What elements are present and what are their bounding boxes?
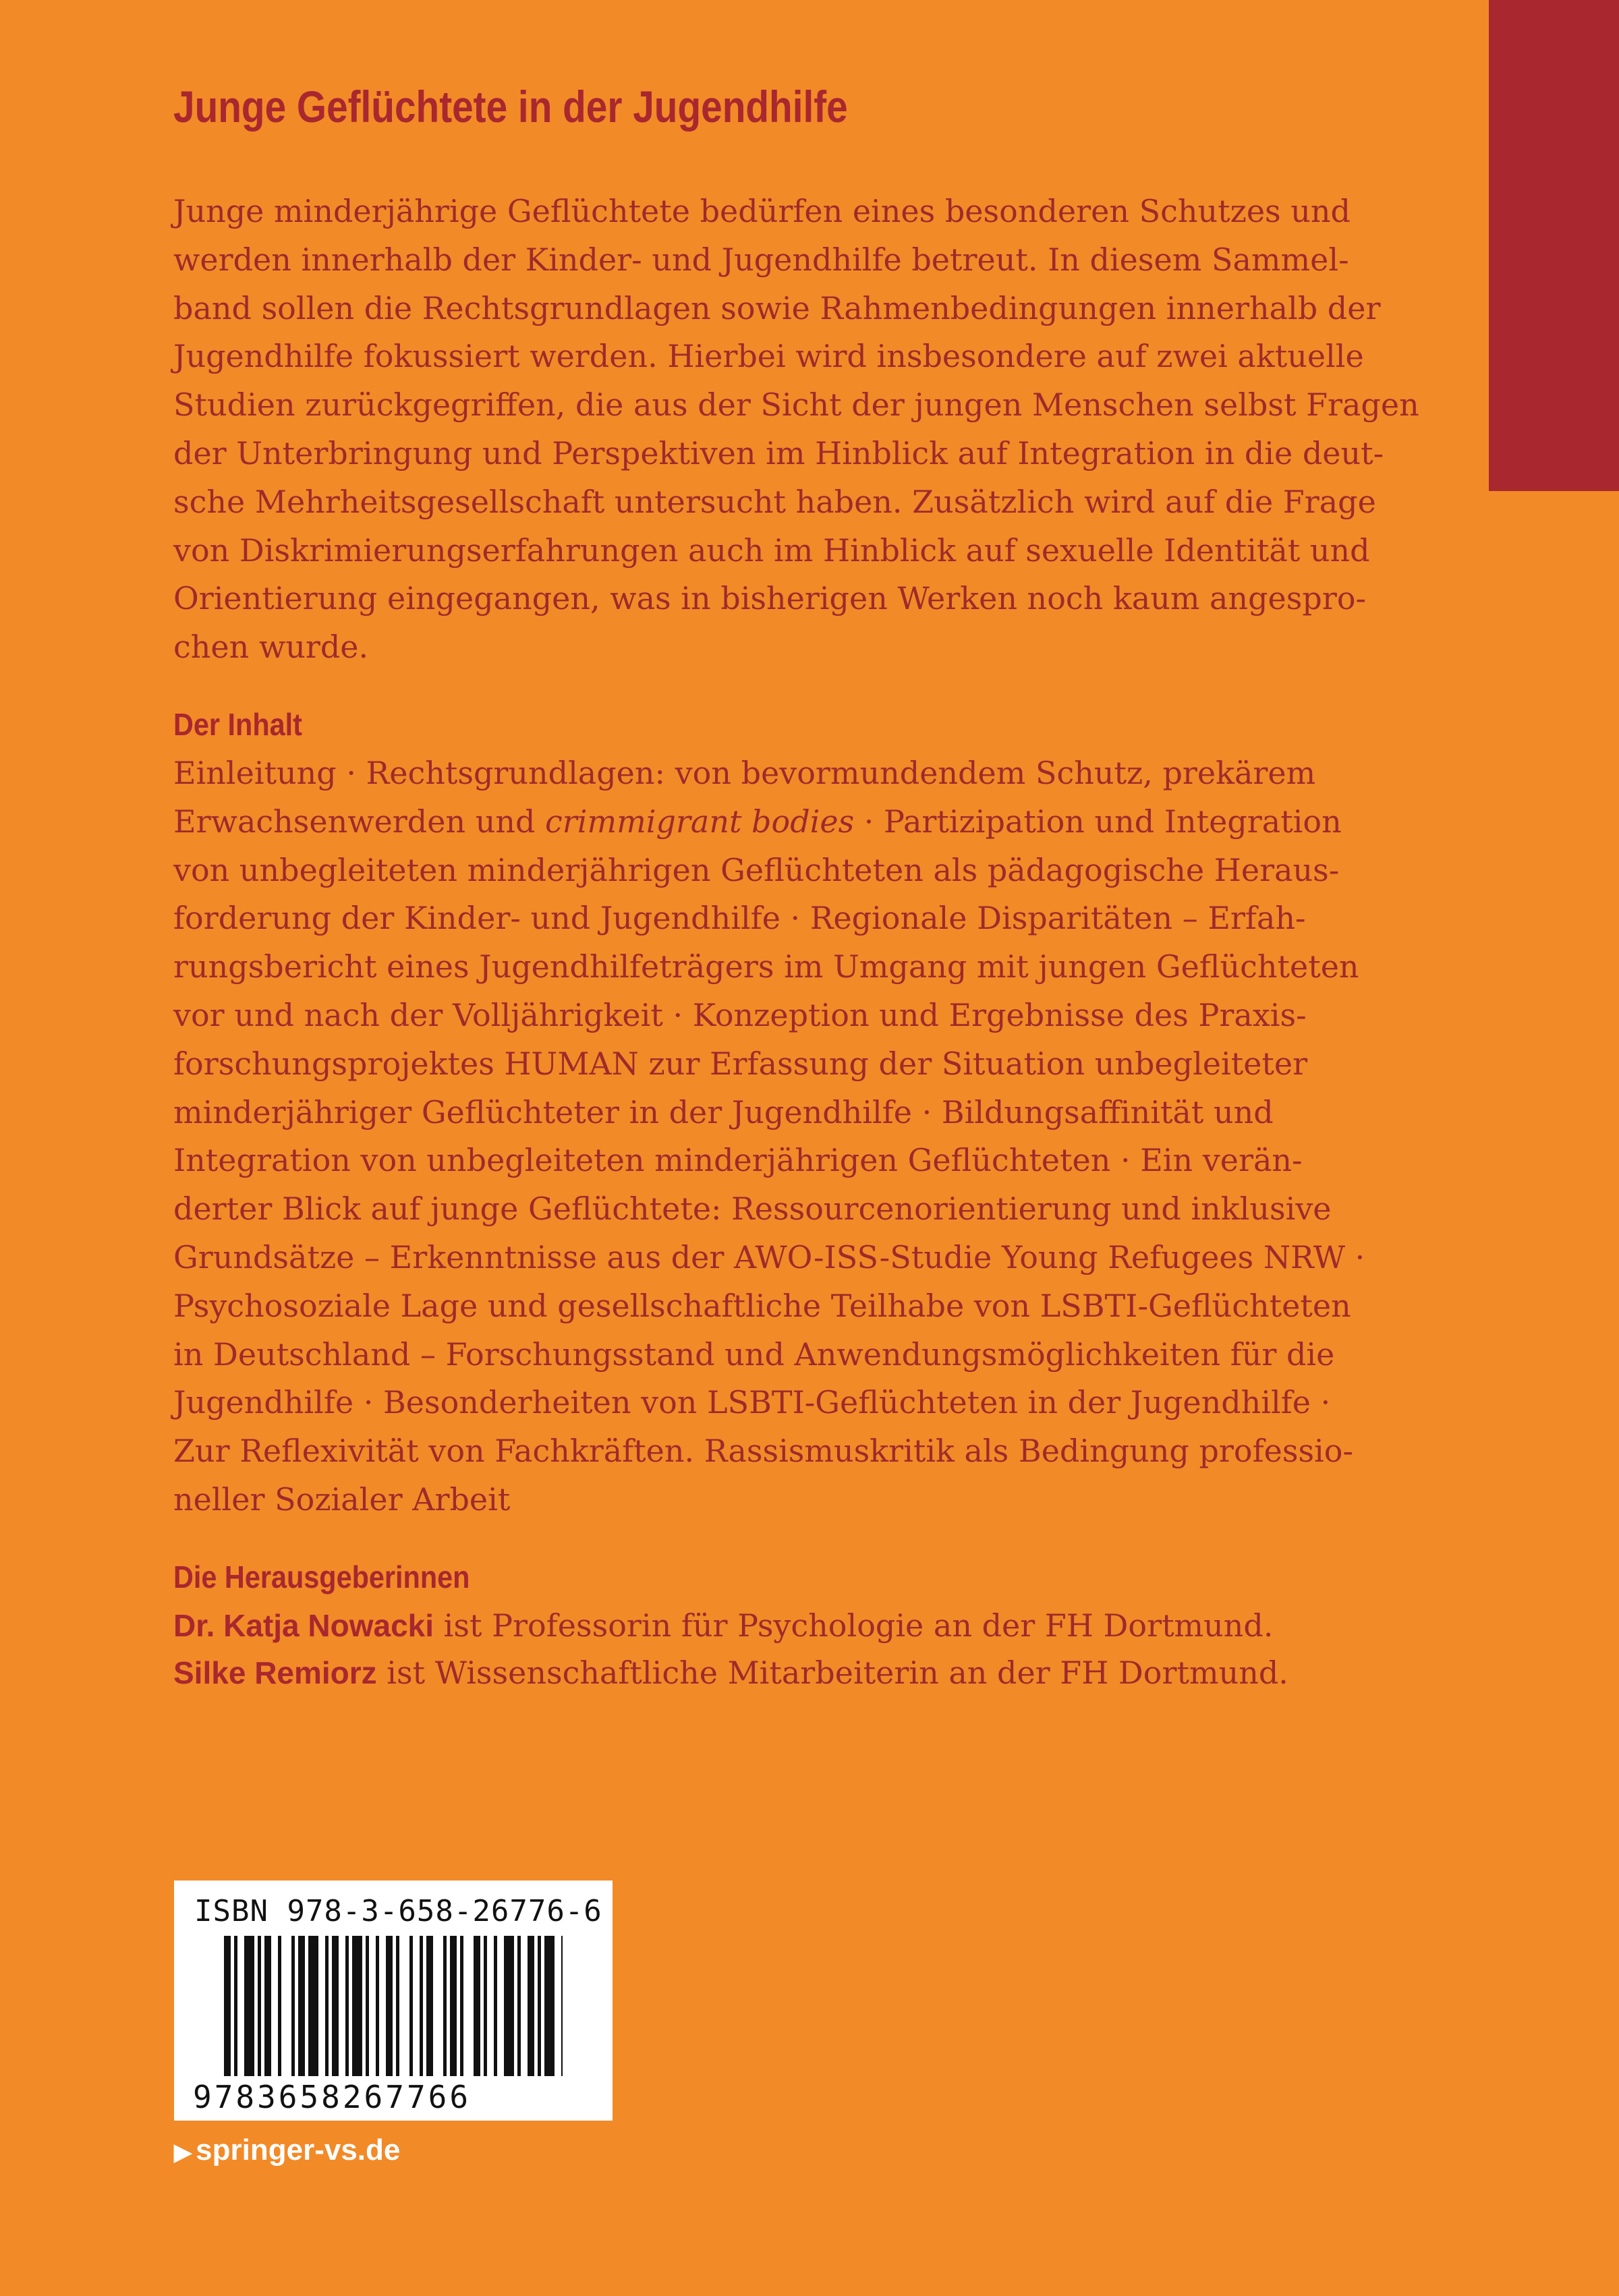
- barcode-bar: [234, 1936, 237, 2076]
- contents-line-suffix: · Partizipation und Integration: [854, 803, 1342, 840]
- barcode-bar: [484, 1936, 487, 2076]
- editor-name: Dr. Katja Nowacki: [173, 1608, 434, 1643]
- editor-name: Silke Remiorz: [173, 1655, 377, 1690]
- isbn-label: ISBN 978-3-658-26776-6: [194, 1894, 602, 1928]
- editor-bio: [173, 1649, 1288, 1696]
- barcode-bar: [474, 1936, 480, 2076]
- intro-line: Studien zurückgegriffen, die aus der Sicht der jungen Menschen selbst Fragen: [173, 386, 1419, 424]
- contents-line: forderung der Kinder- und Jugendhilfe · Regionale Disparitäten – Erfah-: [173, 900, 1306, 937]
- contents-line: [173, 798, 1374, 846]
- barcode-bar: [450, 1936, 457, 2076]
- barcode-bar: [366, 1936, 369, 2076]
- barcode-bar: [443, 1936, 447, 2076]
- barcode-bar: [528, 1936, 534, 2076]
- barcode-bar: [298, 1936, 305, 2076]
- contents-paragraph: [173, 749, 1374, 1524]
- contents-line: forschungsprojektes HUMAN zur Erfassung der Situation unbegleiteter: [173, 1045, 1308, 1082]
- intro-line: band sollen die Rechtsgrundlagen sowie Rahmenbedingungen innerhalb der: [173, 289, 1381, 326]
- accent-tab: [1489, 0, 1619, 491]
- barcode-bar: [308, 1936, 318, 2076]
- contents-line: neller Sozialer Arbeit: [173, 1481, 511, 1518]
- barcode-bar: [409, 1936, 413, 2076]
- contents-line: Integration von unbegleiteten minderjährigen Geflüchteten · Ein verän-: [173, 1142, 1303, 1179]
- barcode-bar: [460, 1936, 463, 2076]
- editor-bio: [173, 1602, 1274, 1649]
- contents-line: Psychosoziale Lage und gesellschaftliche Teilhabe von LSBTI-Geflüchteten: [173, 1287, 1351, 1324]
- barcode-bar: [426, 1936, 433, 2076]
- editor-description: ist Professorin für Psychologie an der FH Dortmund.: [434, 1607, 1274, 1644]
- barcode-bar: [244, 1936, 254, 2076]
- barcode-bar: [278, 1936, 281, 2076]
- barcode-bar: [264, 1936, 271, 2076]
- barcode-bar: [538, 1936, 541, 2076]
- contents-line: Zur Reflexivität von Fachkräften. Rassismuskritik als Bedingung professio-: [173, 1433, 1354, 1470]
- contents-line: in Deutschland – Forschungsstand und Anwendungsmöglichkeiten für die: [173, 1336, 1335, 1373]
- barcode-bar: [386, 1936, 393, 2076]
- barcode-bar: [352, 1936, 362, 2076]
- barcode-bar: [517, 1936, 521, 2076]
- contents-line: rungsbericht eines Jugendhilfeträgers im Umgang mit jungen Geflüchteten: [173, 948, 1359, 985]
- contents-line-prefix: Erwachsenwerden und: [173, 803, 546, 840]
- barcode-bar: [224, 1936, 231, 2076]
- barcode-bar: [332, 1936, 339, 2076]
- book-title: Junge Geflüchtete in der Jugendhilfe: [173, 82, 848, 132]
- intro-line: sche Mehrheitsgesellschaft untersucht haben. Zusätzlich wird auf die Frage: [173, 483, 1376, 520]
- barcode-digits: 9783658267766: [193, 2079, 472, 2115]
- editor-description: ist Wissenschaftliche Mitarbeiterin an der FH Dortmund.: [376, 1655, 1288, 1691]
- intro-line: Jugendhilfe fokussiert werden. Hierbei wird insbesondere auf zwei aktuelle: [173, 338, 1364, 375]
- publisher-url: springer-vs.de: [196, 2133, 401, 2166]
- intro-line: Orientierung eingegangen, was in bisherigen Werken noch kaum angespro-: [173, 580, 1367, 617]
- contents-heading: Der Inhalt: [173, 707, 302, 742]
- barcode-bar: [291, 1936, 295, 2076]
- intro-line: werden innerhalb der Kinder- und Jugendhilfe betreut. In diesem Sammel-: [173, 241, 1349, 278]
- intro-line: der Unterbringung und Perspektiven im Hinblick auf Integration in die deut-: [173, 434, 1384, 471]
- contents-line: von unbegleiteten minderjährigen Geflüchteten als pädagogische Heraus-: [173, 851, 1340, 888]
- contents-line: Grundsätze – Erkenntnisse aus der AWO-ISS-Studie Young Refugees NRW ·: [173, 1238, 1365, 1275]
- barcode-bar: [544, 1936, 555, 2076]
- contents-line: derter Blick auf junge Geflüchtete: Ressourcenorientierung und inklusive: [173, 1190, 1332, 1228]
- barcode-bar: [494, 1936, 497, 2076]
- barcode-bar: [345, 1936, 349, 2076]
- contents-italic-term: crimmigrant bodies: [545, 803, 855, 840]
- barcode-bar: [561, 1936, 563, 2076]
- contents-line: vor und nach der Volljährigkeit · Konzeption und Ergebnisse des Praxis-: [173, 996, 1307, 1033]
- play-arrow-icon: ▶: [174, 2140, 192, 2165]
- barcode-bar: [420, 1936, 423, 2076]
- intro-line: von Diskrimierungserfahrungen auch im Hinblick auf sexuelle Identität und: [173, 532, 1370, 569]
- barcode-bar: [258, 1936, 261, 2076]
- barcode-bar: [396, 1936, 399, 2076]
- intro-line: Junge minderjährige Geflüchtete bedürfen eines besonderen Schutzes und: [173, 193, 1351, 229]
- intro-paragraph: [173, 188, 1419, 672]
- contents-line: Jugendhilfe · Besonderheiten von LSBTI-Geflüchteten in der Jugendhilfe ·: [173, 1384, 1331, 1421]
- intro-line: chen wurde.: [173, 629, 369, 666]
- editors-heading: Die Herausgeberinnen: [173, 1559, 470, 1595]
- publisher-link[interactable]: [174, 2130, 400, 2173]
- contents-line: minderjähriger Geflüchteter in der Jugendhilfe · Bildungsaffinität und: [173, 1093, 1274, 1130]
- isbn-barcode: [174, 1881, 613, 2121]
- contents-line: Einleitung · Rechtsgrundlagen: von bevormundendem Schutz, prekärem: [173, 755, 1316, 791]
- barcode-bars-icon: [174, 1881, 613, 2083]
- barcode-bar: [504, 1936, 514, 2076]
- barcode-bar: [376, 1936, 379, 2076]
- barcode-bar: [325, 1936, 329, 2076]
